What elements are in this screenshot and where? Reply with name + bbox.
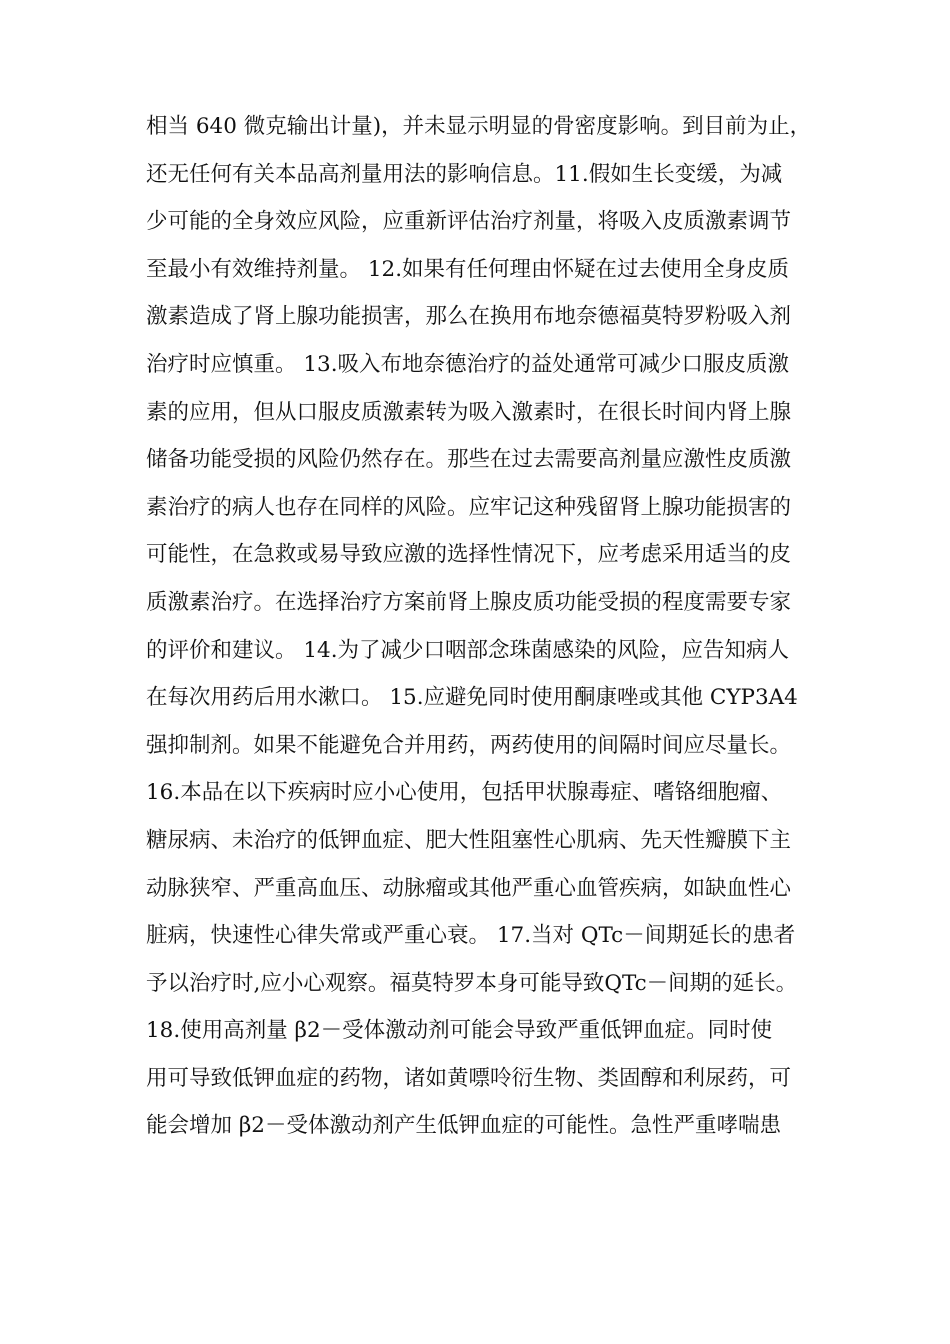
text-line: 糖尿病、未治疗的低钾血症、肥大性阻塞性心肌病、先天性瓣膜下主: [146, 827, 792, 853]
text-line: 少可能的全身效应风险，应重新评估治疗剂量，将吸入皮质激素调节: [146, 209, 792, 235]
text-line: 素的应用，但从口服皮质激素转为吸入激素时，在很长时间内肾上腺: [146, 399, 792, 425]
text-line: 用可导致低钾血症的药物，诸如黄嘌呤衍生物、类固醇和利尿药，可: [146, 1065, 792, 1091]
text-line: 质激素治疗。在选择治疗方案前肾上腺皮质功能受损的程度需要专家: [146, 589, 792, 615]
text-line: 至最小有效维持剂量。 12.如果有任何理由怀疑在过去使用全身皮质: [146, 256, 790, 282]
text-line: 还无任何有关本品高剂量用法的影响信息。11.假如生长变缓，为减: [146, 161, 783, 187]
text-line: 的评价和建议。 14.为了减少口咽部念珠菌感染的风险，应告知病人: [146, 637, 790, 663]
text-line: 治疗时应慎重。 13.吸入布地奈德治疗的益处通常可减少口服皮质激: [146, 351, 790, 377]
text-line: 可能性，在急救或易导致应激的选择性情况下，应考虑采用适当的皮: [146, 542, 792, 568]
text-line: 激素造成了肾上腺功能损害，那么在换用布地奈德福莫特罗粉吸入剂: [146, 304, 792, 330]
text-line: 18.使用高剂量 β2－受体激动剂可能会导致严重低钾血症。同时使: [146, 1018, 773, 1044]
body-text: [146, 103, 836, 1150]
text-line: 动脉狭窄、严重高血压、动脉瘤或其他严重心血管疾病，如缺血性心: [146, 875, 792, 901]
text-line: 素治疗的病人也存在同样的风险。应牢记这种残留肾上腺功能损害的: [146, 494, 792, 520]
text-line: 储备功能受损的风险仍然存在。那些在过去需要高剂量应激性皮质激: [146, 447, 792, 473]
text-line: 脏病，快速性心律失常或严重心衰。 17.当对 QTc－间期延长的患者: [146, 923, 796, 949]
text-line: 在每次用药后用水漱口。 15.应避免同时使用酮康唑或其他 CYP3A4: [146, 685, 798, 711]
text-line: 16.本品在以下疾病时应小心使用，包括甲状腺毒症、嗜铬细胞瘤、: [146, 780, 783, 806]
text-line: 强抑制剂。如果不能避免合并用药，两药使用的间隔时间应尽量长。: [146, 732, 792, 758]
text-line: 能会增加 β2－受体激动剂产生低钾血症的可能性。急性严重哮喘患: [146, 1113, 781, 1139]
text-line: 相当 640 微克输出计量)，并未显示明显的骨密度影响。到目前为止，: [146, 114, 812, 139]
text-line: 予以治疗时,应小心观察。福莫特罗本身可能导致QTc－间期的延长。: [146, 970, 798, 996]
